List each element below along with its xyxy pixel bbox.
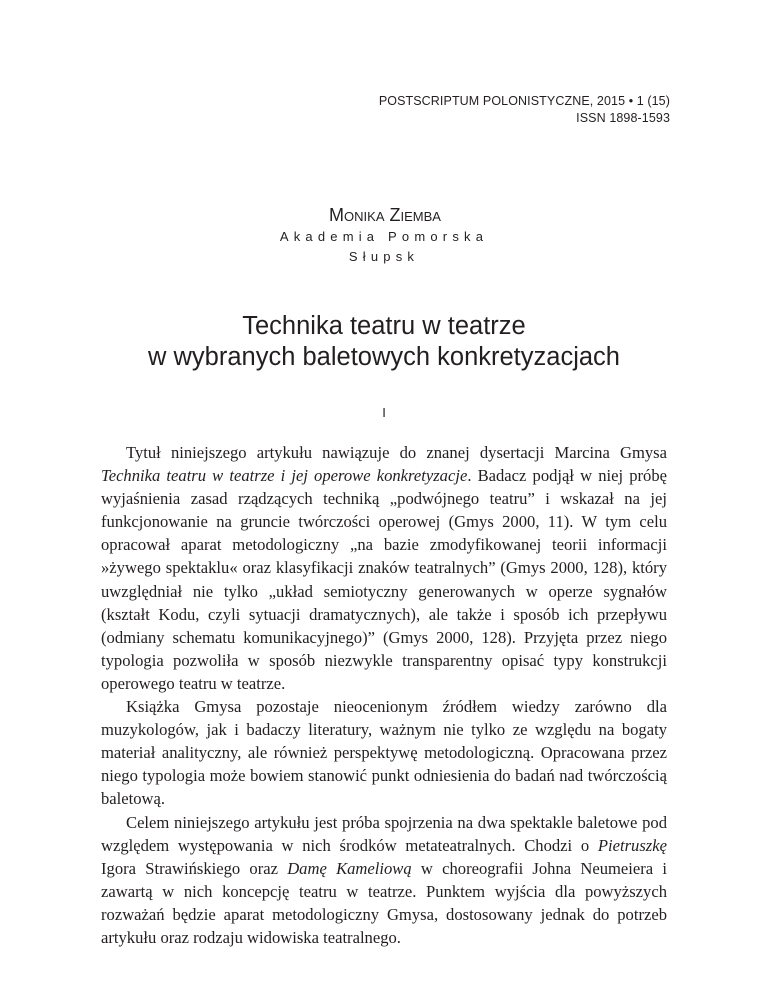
journal-header	[379, 93, 670, 127]
article-title-line-2: w wybranych baletowych konkretyzacjach	[148, 343, 620, 371]
author-institution: Akademia Pomorska	[279, 229, 489, 244]
section-number: I	[382, 405, 386, 420]
author-city: Słupsk	[348, 249, 420, 264]
issn: ISSN 1898-1593	[576, 111, 670, 125]
article-title-line-1: Technika teatru w teatrze	[242, 312, 526, 340]
article-title	[0, 311, 768, 373]
author-name: Monika Ziemba	[329, 205, 441, 225]
paragraph-3-text-a: Celem niniejszego artykułu jest próba spojrzenia na dwa spektakle baletowe pod względem występowania w nich środków metateatralnych. Chodzi o	[101, 812, 667, 855]
journal-citation: POSTSCRIPTUM POLONISTYCZNE, 2015 • 1 (15)	[378, 94, 670, 108]
ballet-title-pietruszka: Pietruszkę	[597, 835, 667, 855]
article-body	[101, 441, 667, 949]
paragraph-3	[101, 811, 667, 950]
ballet-title-dama-kameliowa: Damę Kameliową	[287, 858, 412, 878]
paragraph-1-text-c: . Badacz podjął w niej próbę wyjaśnienia zasad rządzących techniką „podwójnego teatru” i wskazał na jej funkcjonowanie na gruncie twórczości operowej (Gmys 2000, 11). W tym celu opracował aparat metodologiczny „na bazie zmodyfikowanej teorii informacji »żywego spektaklu« oraz klasyfikacji znaków teatralnych” (Gmys 2000, 128), który uwzględniał nie tylko „układ semiotyczny generowanych w operze sygnałów (kształt Kodu, czyli sytuacji dramatycznych), ale także i sposób ich przepływu (odmiany schematu komunikacyjnego)” (Gmys 2000, 128). Przyjęta przez niego typologia pozwoliła w sposób niezwykle transparentny opisać typy konstrukcji operowego teatru w teatrze.	[101, 466, 667, 693]
cited-work-title: Technika teatru w teatrze i jej operowe konkretyzacje	[101, 466, 468, 486]
paragraph-2: Książka Gmysa pozostaje nieocenionym źródłem wiedzy zarówno dla muzykologów, jak i badaczy literatury, ważnym nie tylko ze względu na bogaty materiał analityczny, ale również perspektywę metodologiczną. Opracowana przez niego typologia może bowiem stanowić punkt odniesienia do badań nad twórczością baletową.	[101, 697, 667, 809]
paragraph-3-text-e: w choreografii Johna Neumeiera i zawartą w nich koncepcję teatru w teatrze. Punktem wyjścia dla powyższych rozważań będzie aparat metodologiczny Gmysa, dostosowany jednak do potrzeb artykułu oraz rodzaju widowiska teatralnego.	[101, 858, 668, 947]
paragraph-3-text-c: Igora Strawińskiego oraz	[101, 858, 288, 878]
author-block	[0, 203, 768, 267]
paragraph-1	[101, 441, 667, 695]
paragraph-1-text-a: Tytuł niniejszego artykułu nawiązuje do znanej dysertacji Marcina Gmysa	[126, 443, 667, 462]
